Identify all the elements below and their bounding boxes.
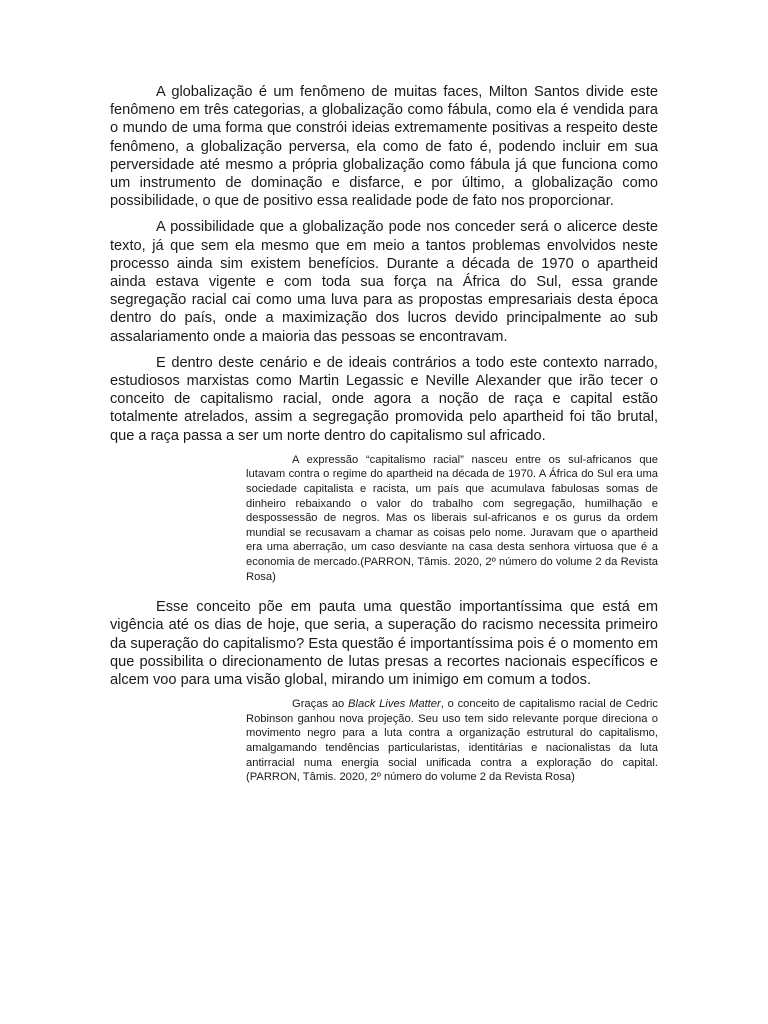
quote-2-prefix: Graças ao [292,698,349,711]
block-quote-2 [246,697,658,785]
block-quote-1: A expressão “capitalismo racial” nasceu entre os sul-africanos que lutavam contra o regime do apartheid na década de 1970. A África do Sul era uma sociedade capitalista e racista, um país que acumulava fabulosas somas de dinheiro rebaixando o valor do trabalho com segregação, humilhação e despossessão de negros. Mas os liberais sul-africanos e os gurus da ordem mundial se recusavam a chamar as coisas pelo nome. Juravam que o apartheid era uma aberração, um caso desviante na casa desta senhora virtuosa que é a economia de mercado.(PARRON, Tâmis. 2020, 2º número do volume 2 da Revista Rosa) [246,453,658,583]
paragraph-1: A globalização é um fenômeno de muitas faces, Milton Santos divide este fenômeno em três categorias, a globalização como fábula, como ela é vendida para o mundo de uma forma que constrói ideias extremamente positivas a respeito deste fenômeno, a globalização perversa, ela como de fato é, podendo incluir em sua perversidade até mesmo a própria globalização como fábula já que funciona como um instrumento de dominação e disfarce, e por último, a globalização como possibilidade, o que de positivo essa realidade pode de fato nos proporcionar. [110,84,658,210]
paragraph-2: A possibilidade que a globalização pode nos conceder será o alicerce deste texto, já que sem ela mesmo que em meio a tantos problemas envolvidos neste processo ainda sim existem benefícios. Durante a década de 1970 o apartheid ainda estava vigente e com toda sua força na África do Sul, essa grande segregação racial cai como uma luva para as propostas empresariais desta época dentro do país, onde a maximização dos lucros devido principalmente ao sub assalariamento onde a maioria das pessoas se encontravam. [110,219,658,345]
document-page [110,83,658,799]
quote-2-emphasis: Black Lives Matter [348,698,441,711]
paragraph-4: Esse conceito põe em pauta uma questão importantíssima que está em vigência até os dias de hoje, que seria, a superação do racismo necessita primeiro da superação do capitalismo? Esta questão é importantíssima pois é o momento em que possibilita o direcionamento de lutas presas a recortes nacionais específicos e alcem voo para uma visão global, mirando um inimigo em comum a todos. [110,599,658,689]
quote-2-rest: , o conceito de capitalismo racial de Cedric Robinson ganhou nova projeção. Seu uso tem sido relevante porque direciona o movimento negro para a luta contra a organização estrutural do capitalismo, amalgamando tendências particularistas, identitárias e nacionalistas da luta antirracial numa energia social unificada contra a exploração do capital. (PARRON, Tâmis. 2020, 2º número do volume 2 da Revista Rosa) [246,698,658,784]
paragraph-3: E dentro deste cenário e de ideais contrários a todo este contexto narrado, estudiosos marxistas como Martin Legassic e Neville Alexander que irão tecer o conceito de capitalismo racial, onde agora a noção de raça e capital estão totalmente atrelados, assim a segregação promovida pelo apartheid foi tão brutal, que a raça passa a ser um norte dentro do capitalismo sul africado. [110,354,658,444]
